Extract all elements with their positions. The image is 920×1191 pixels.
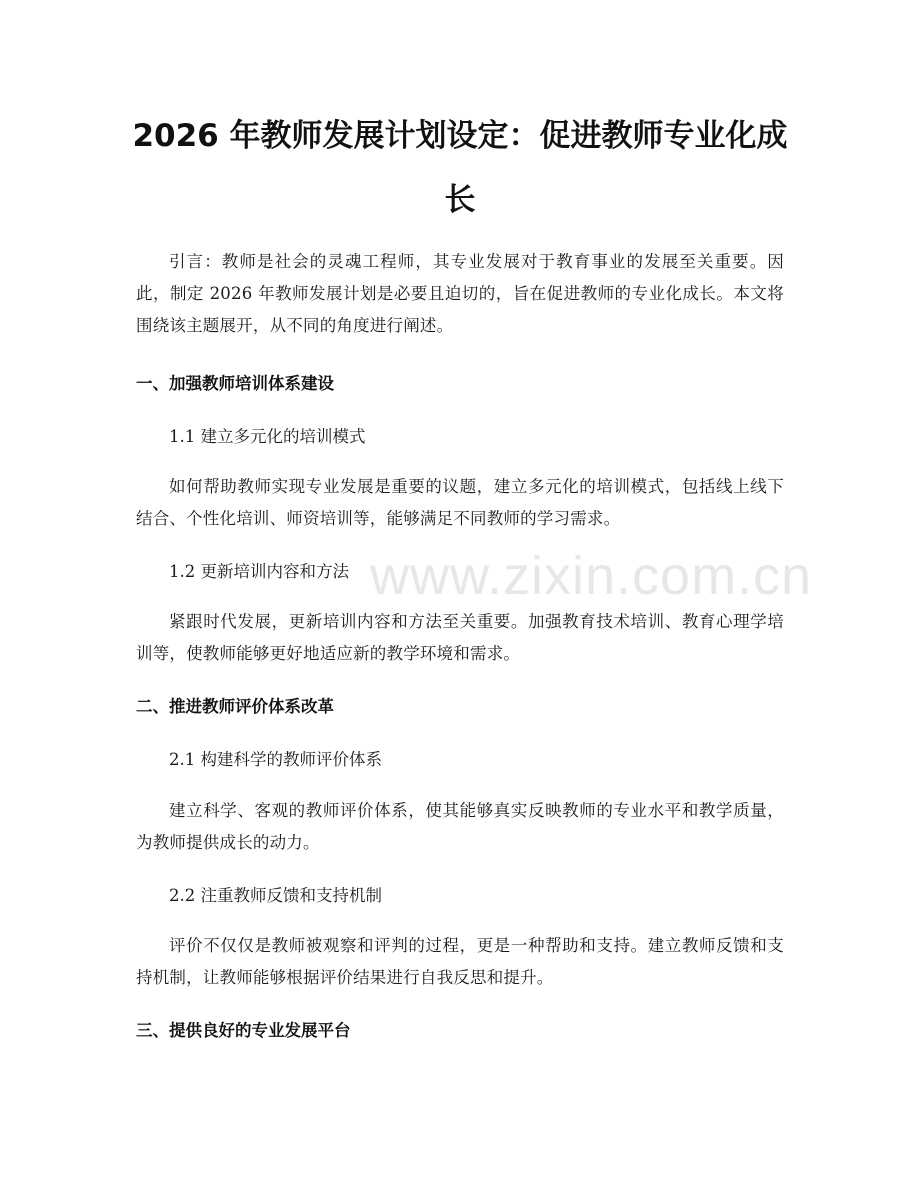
watermark-text: www.zixin.com.cn <box>370 546 813 606</box>
section-heading-2: 二、推进教师评价体系改革 <box>136 697 334 716</box>
subsection-title-1-2: 1.2 更新培训内容和方法 <box>169 562 349 581</box>
subsection-body-1-1: 如何帮助教师实现专业发展是重要的议题，建立多元化的培训模式，包括线上线下结合、个性化培训、师资培训等，能够满足不同教师的学习需求。 <box>136 477 784 528</box>
subsection-body-2-2: 评价不仅仅是教师被观察和评判的过程，更是一种帮助和支持。建立教师反馈和支持机制，让教师能够根据评价结果进行自我反思和提升。 <box>136 936 784 987</box>
subsection-title-2-2: 2.2 注重教师反馈和支持机制 <box>169 886 382 905</box>
subsection-title-2-1: 2.1 构建科学的教师评价体系 <box>169 750 382 769</box>
section-heading-1: 一、加强教师培训体系建设 <box>136 374 334 393</box>
subsection-title-1-1: 1.1 建立多元化的培训模式 <box>169 427 366 446</box>
section-heading-3: 三、提供良好的专业发展平台 <box>136 1021 351 1040</box>
document-title: 2026 年教师发展计划设定：促进教师专业化成长 <box>132 118 788 218</box>
subsection-body-1-2: 紧跟时代发展，更新培训内容和方法至关重要。加强教育技术培训、教育心理学培训等，使教师能够更好地适应新的教学环境和需求。 <box>136 612 784 663</box>
subsection-body-2-1: 建立科学、客观的教师评价体系，使其能够真实反映教师的专业水平和教学质量，为教师提供成长的动力。 <box>136 801 784 852</box>
intro-paragraph: 引言：教师是社会的灵魂工程师，其专业发展对于教育事业的发展至关重要。因此，制定 2026 年教师发展计划是必要且迫切的，旨在促进教师的专业化成长。本文将围绕该主题展开，从不同的角度进行阐述。 <box>136 252 784 335</box>
